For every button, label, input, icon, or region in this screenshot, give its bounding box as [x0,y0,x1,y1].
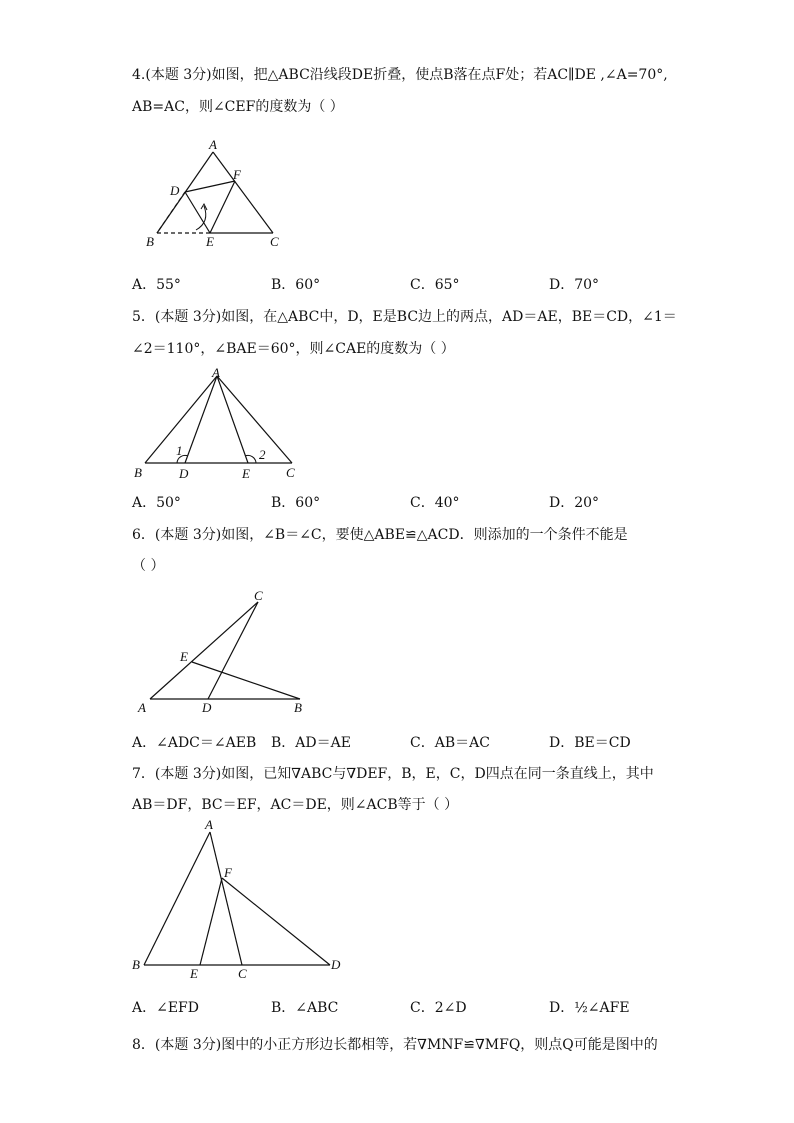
q5-figure [130,366,310,481]
q5-label-1: 1 [176,443,183,458]
q6-line-1: 6．(本题 3分)如图，∠B＝∠C，要使△ABE≌△ACD．则添加的一个条件不能是 [132,527,628,543]
q7-label-f: F [224,865,232,880]
q4-option-b: B．60° [271,277,321,293]
q6-label-e: E [180,649,188,664]
q5-label-c: C [286,465,295,480]
q5-option-b: B．60° [271,495,321,511]
q5-option-d: D．20° [549,495,600,511]
q4-line-2: AB=AC，则∠CEF的度数为（ ） [132,99,344,115]
q7-label-a: A [205,817,213,832]
q4-label-d: D [170,183,180,198]
q6-label-c: C [254,588,263,603]
q5-option-c: C．40° [410,495,460,511]
q4-label-c: C [270,234,279,249]
q4-line-1: 4.(本题 3分)如图，把△ABC沿线段DE折叠，使点B落在点F处；若AC∥DE ,∠A=70°, [132,67,668,83]
q7-figure [128,816,348,981]
q7-line-2: AB＝DF，BC＝EF，AC＝DE，则∠ACB等于（ ） [132,797,459,813]
q6-figure [130,586,320,716]
q5-label-b: B [134,465,142,480]
q8-line-1: 8．(本题 3分)图中的小正方形边长都相等，若∇MNF≌∇MFQ，则点Q可能是图中的 [132,1037,658,1053]
q6-option-a: A．∠ADC＝∠AEB [132,735,257,751]
q4-option-a: A．55° [132,277,181,293]
q7-label-d: D [331,957,341,972]
q7-option-a: A．∠EFD [132,1000,199,1016]
q5-label-e: E [242,466,250,481]
q6-line-2: （ ） [132,558,165,574]
q6-option-b: B．AD＝AE [271,735,351,751]
q7-option-b: B．∠ABC [271,1000,339,1016]
q7-option-d: D．½∠AFE [549,1000,630,1016]
q6-option-c: C．AB＝AC [410,735,490,751]
q5-line-1: 5．(本题 3分)如图，在△ABC中，D，E是BC边上的两点，AD＝AE，BE＝CD，∠1＝ [132,309,677,325]
q5-option-a: A．50° [132,495,181,511]
q5-line-2: ∠2＝110°，∠BAE＝60°，则∠CAE的度数为（ ） [132,341,455,357]
q5-label-2: 2 [259,447,266,462]
q6-label-a: A [138,700,146,715]
q7-label-b: B [132,957,140,972]
q7-line-1: 7．(本题 3分)如图，已知∇ABC与∇DEF，B，E，C，D四点在同一条直线上，其中 [132,766,654,782]
q6-option-d: D．BE＝CD [549,735,631,751]
q4-figure [140,136,300,256]
q6-label-b: B [294,700,302,715]
q4-label-f: F [233,167,241,182]
q7-label-e: E [190,966,198,981]
q4-label-e: E [206,234,214,249]
q4-option-c: C．65° [410,277,460,293]
q5-label-a: A [212,365,220,380]
q4-label-b: B [146,234,154,249]
q7-option-c: C．2∠D [410,1000,467,1016]
q6-label-d: D [202,700,212,715]
q4-option-d: D．70° [549,277,600,293]
q5-label-d: D [179,466,189,481]
q7-label-c: C [238,966,247,981]
q4-label-a: A [209,137,217,152]
